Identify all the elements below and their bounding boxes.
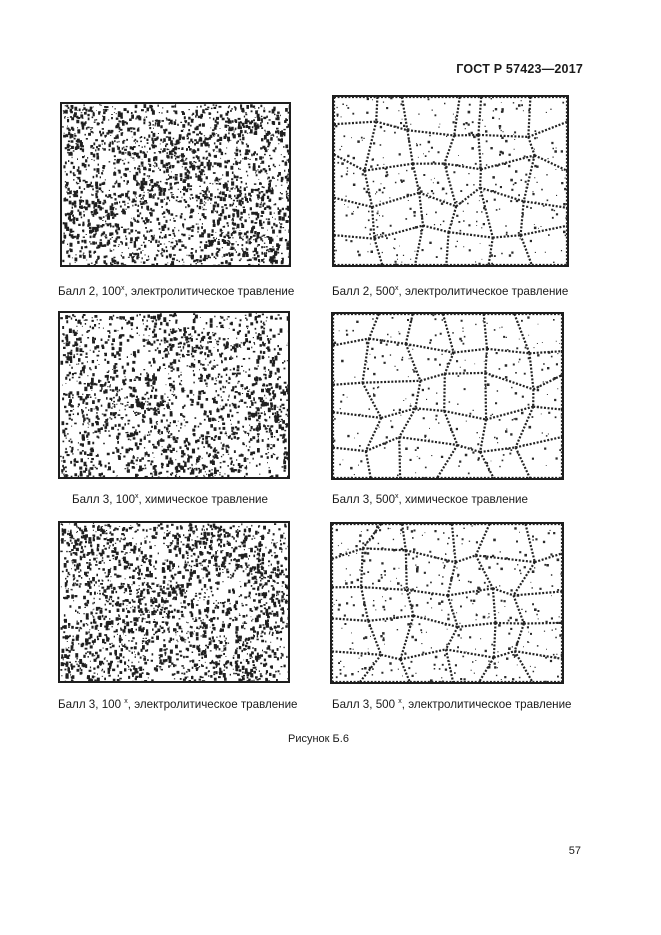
micrograph-texture [332, 524, 562, 682]
micrograph-texture [62, 104, 289, 265]
micrograph-texture [60, 523, 288, 681]
document-header-standard: ГОСТ Р 57423—2017 [456, 62, 583, 76]
caption-micrograph-5: Балл 3, 100 $^x$, электролитическое травление [58, 698, 298, 711]
caption-micrograph-2: Балл 2, 500$^x$, электролитическое травление [332, 285, 569, 298]
micrograph-ball3-500x-electrolytic [330, 522, 564, 684]
micrograph-texture [333, 314, 562, 478]
micrograph-ball3-500x-chemical [331, 312, 564, 480]
micrograph-ball2-100x-electrolytic [60, 102, 291, 267]
page-number: 57 [568, 845, 581, 857]
micrograph-ball3-100x-chemical [58, 311, 290, 479]
caption-micrograph-3: Балл 3, 100$^x$, химическое травление [72, 493, 268, 506]
micrograph-texture [60, 313, 288, 477]
caption-micrograph-1: Балл 2, 100$^x$, электролитическое травление [58, 285, 295, 298]
micrograph-texture [334, 97, 567, 265]
caption-micrograph-4: Балл 3, 500$^x$, химическое травление [332, 493, 528, 506]
figure-caption: Рисунок Б.6 [288, 733, 349, 745]
micrograph-ball2-500x-electrolytic [332, 95, 569, 267]
micrograph-ball3-100x-electrolytic [58, 521, 290, 683]
caption-micrograph-6: Балл 3, 500 $^x$, электролитическое травление [332, 698, 572, 711]
